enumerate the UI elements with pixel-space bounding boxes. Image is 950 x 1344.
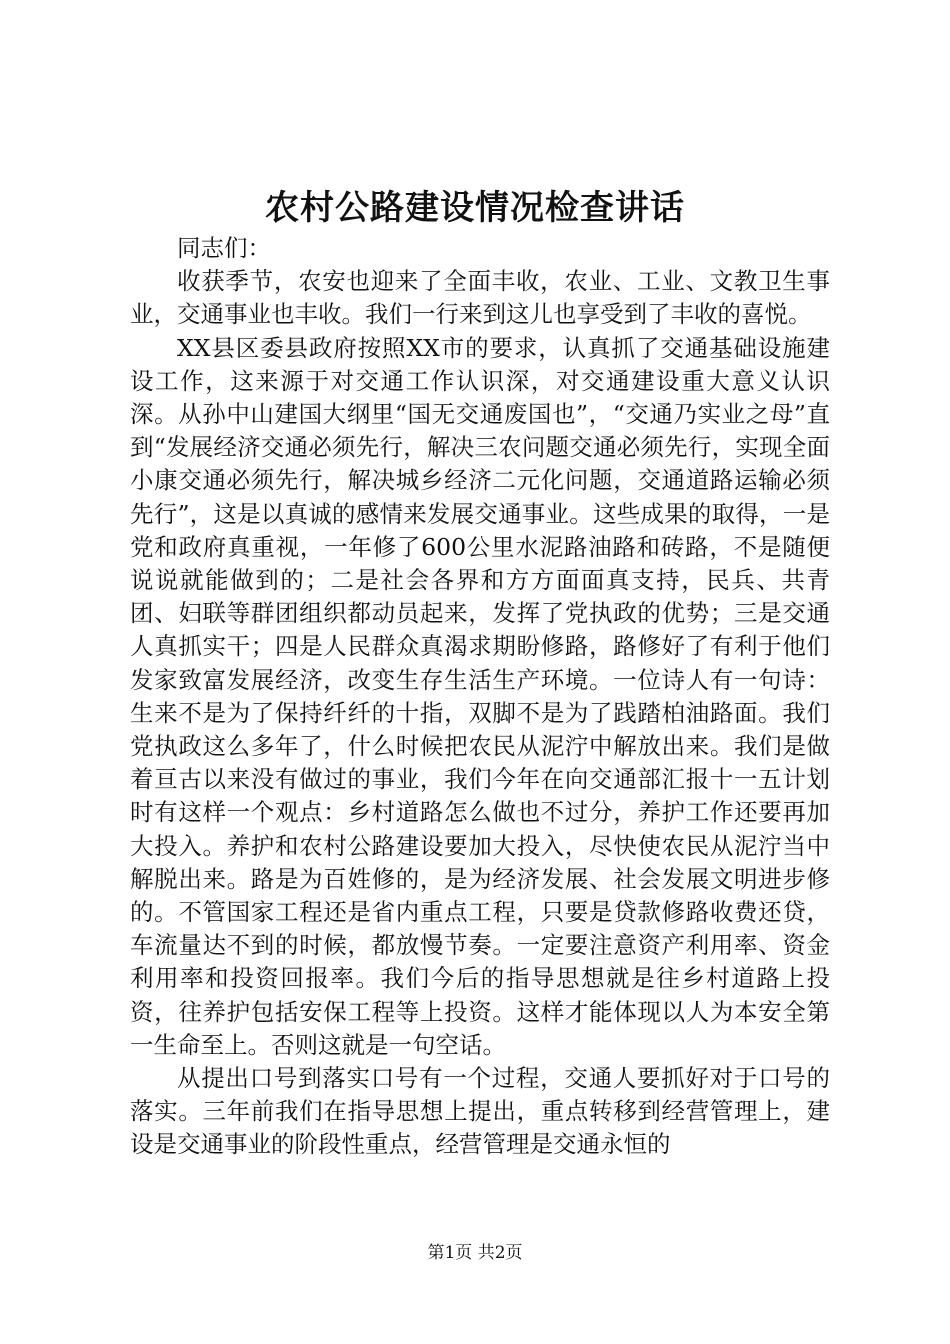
salutation: 同志们：: [177, 234, 271, 262]
page-number-footer: 第1页 共2页: [427, 1243, 523, 1263]
document-title: 农村公路建设情况检查讲话: [265, 188, 685, 228]
paragraph-2: XX县区委县政府按照XX市的要求，认真抓了交通基础设施建设工作，这来源于对交通工作认识深，对交通建设重大意义认识深。从孙中山建国大纲里“国无交通废国也”，“交通乃实业之母”直到“发展经济交通必须先行，解决三农问题交通必须先行，实现全面小康交通必须先行，解决城乡经济二元化问题，交通道路运输必须先行”，这是以真诚的感情来发展交通事业。这些成果的取得，一是党和政府真重视，一年修了600公里水泥路油路和砖路，不是随便说说就能做到的；二是社会各界和方方面面真支持，民兵、共青团、妇联等群团组织都动员起来，发挥了党执政的优势；三是交通人真抓实干；四是人民群众真渴求期盼修路，路修好了有利于他们发家致富发展经济，改变生存生活生产环境。一位诗人有一句诗：生来不是为了保持纤纤的十指，双脚不是为了践踏柏油路面。我们党执政这么多年了，什么时候把农民从泥泞中解放出来。我们是做着亘古以来没有做过的事业，我们今年在向交通部汇报十一五计划时有这样一个观点：乡村道路怎么做也不过分，养护工作还要再加大投入。养护和农村公路建设要加大投入，尽快使农民从泥泞当中解脱出来。路是为百姓修的，是为经济发展、社会发展文明进步修的。不管国家工程还是省内重点工程，只要是贷款修路收费还贷，车流量达不到的时候，都放慢节奏。一定要注意资产利用率、资金利用率和投资回报率。我们今后的指导思想就是往乡村道路上投资，往养护包括安保工程等上投资。这样才能体现以人为本安全第一生命至上。否则这就是一句空话。: [130, 333, 830, 1059]
paragraph-1: 收获季节，农安也迎来了全面丰收，农业、工业、文教卫生事业，交通事业也丰收。我们一行来到这儿也享受到了丰收的喜悦。: [130, 267, 830, 329]
paragraph-3: 从提出口号到落实口号有一个过程，交通人要抓好对于口号的落实。三年前我们在指导思想上提出，重点转移到经营管理上，建设是交通事业的阶段性重点，经营管理是交通永恒的: [130, 1064, 830, 1159]
document-body: [130, 232, 830, 1162]
